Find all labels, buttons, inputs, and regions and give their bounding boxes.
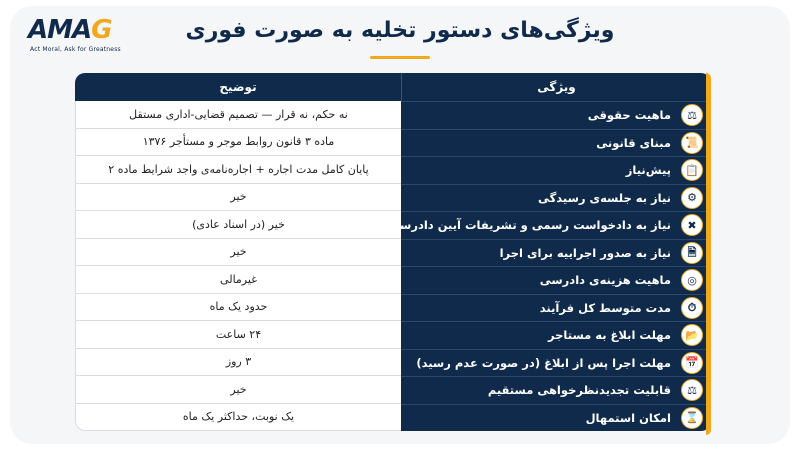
description-cell: ۲۴ ساعت	[75, 321, 401, 349]
table-row	[75, 239, 711, 267]
scales-icon: ⚖	[681, 104, 703, 126]
logo-mark-accent: G	[91, 15, 112, 45]
description-cell: یک نوبت، حداکثر یک ماه	[75, 404, 401, 432]
table-row	[75, 404, 711, 432]
coins-icon: ◎	[681, 269, 703, 291]
feature-label: امکان استمهال	[585, 410, 671, 425]
feature-cell	[401, 266, 711, 294]
description-cell: حدود یک ماه	[75, 294, 401, 322]
feature-cell	[401, 404, 711, 432]
feature-cell	[401, 156, 711, 184]
header-description: توضیح	[75, 73, 401, 101]
table-row	[75, 321, 711, 349]
feature-cell	[354, 211, 711, 239]
description-cell: نه حکم، نه قرار — تصمیم قضایی-اداری مستقل	[75, 101, 401, 129]
feature-cell	[401, 101, 711, 129]
description-cell: خیر	[75, 376, 401, 404]
folder-icon: 📂	[681, 324, 703, 346]
feature-label: مهلت اجرا پس از ابلاغ (در صورت عدم رسید)	[416, 355, 671, 370]
feature-label: نیاز به دادخواست رسمی و تشریفات آیین دادرسی مدنی	[354, 218, 671, 233]
table-row	[75, 129, 711, 157]
feature-cell	[401, 129, 711, 157]
stopwatch-icon: ⏱	[681, 297, 703, 319]
table-header-row	[75, 73, 711, 101]
table-accent-bar	[706, 73, 711, 435]
description-cell: ماده ۳ قانون روابط موجر و مستأجر ۱۳۷۶	[75, 129, 401, 157]
logo-tagline: Act Moral, Ask for Greatness	[30, 46, 121, 53]
table-row	[75, 349, 711, 377]
description-cell: ۳ روز	[75, 349, 401, 377]
scales-icon: ⚖	[681, 379, 703, 401]
feature-cell	[401, 294, 711, 322]
table-row	[75, 376, 711, 404]
clipboard-icon: 📋	[681, 159, 703, 181]
feature-label: ماهیت هزینه‌ی دادرسی	[539, 273, 671, 288]
people-gears-icon: ⚙	[681, 187, 703, 209]
description-cell: خیر (در اسناد عادی)	[75, 211, 401, 239]
feature-label: نیاز به جلسه‌ی رسیدگی	[537, 190, 671, 205]
calendar-icon: 📅	[681, 352, 703, 374]
feature-label: مبنای قانونی	[596, 135, 671, 150]
feature-label: قابلیت تجدیدنظرخواهی مستقیم	[487, 383, 671, 398]
title-underline	[370, 56, 430, 59]
logo-mark-text: AMA	[28, 15, 92, 45]
table-row	[75, 184, 711, 212]
feature-cell	[401, 376, 711, 404]
feature-cell	[401, 184, 711, 212]
description-cell: پایان کامل مدت اجاره + اجاره‌نامه‌ی واجد شرایط ماده ۲	[75, 156, 401, 184]
feature-label: پیش‌نیاز	[625, 163, 671, 178]
features-table	[75, 73, 711, 431]
table-row	[75, 101, 711, 129]
description-cell: غیرمالی	[75, 266, 401, 294]
feature-label: مهلت ابلاغ به مستاجر	[547, 328, 671, 343]
description-cell: خیر	[75, 184, 401, 212]
page-title: ویژگی‌های دستور تخلیه به صورت فوری	[185, 18, 615, 43]
feature-cell	[401, 349, 711, 377]
table-row	[75, 156, 711, 184]
feature-cell	[401, 321, 711, 349]
feature-cell	[401, 239, 711, 267]
table-row	[75, 294, 711, 322]
law-book-icon: 📜	[681, 132, 703, 154]
document-cancel-icon: ✖	[681, 214, 703, 236]
document-clock-icon: 🗎	[681, 242, 703, 264]
hourglass-icon: ⌛	[681, 407, 703, 429]
header-feature: ویژگی	[401, 73, 711, 101]
table-row	[75, 211, 711, 239]
table-row	[75, 266, 711, 294]
feature-label: ماهیت حقوقی	[587, 108, 671, 123]
feature-label: نیاز به صدور اجراییه برای اجرا	[499, 245, 671, 260]
description-cell: خیر	[75, 239, 401, 267]
feature-label: مدت متوسط کل فرآیند	[539, 300, 671, 315]
